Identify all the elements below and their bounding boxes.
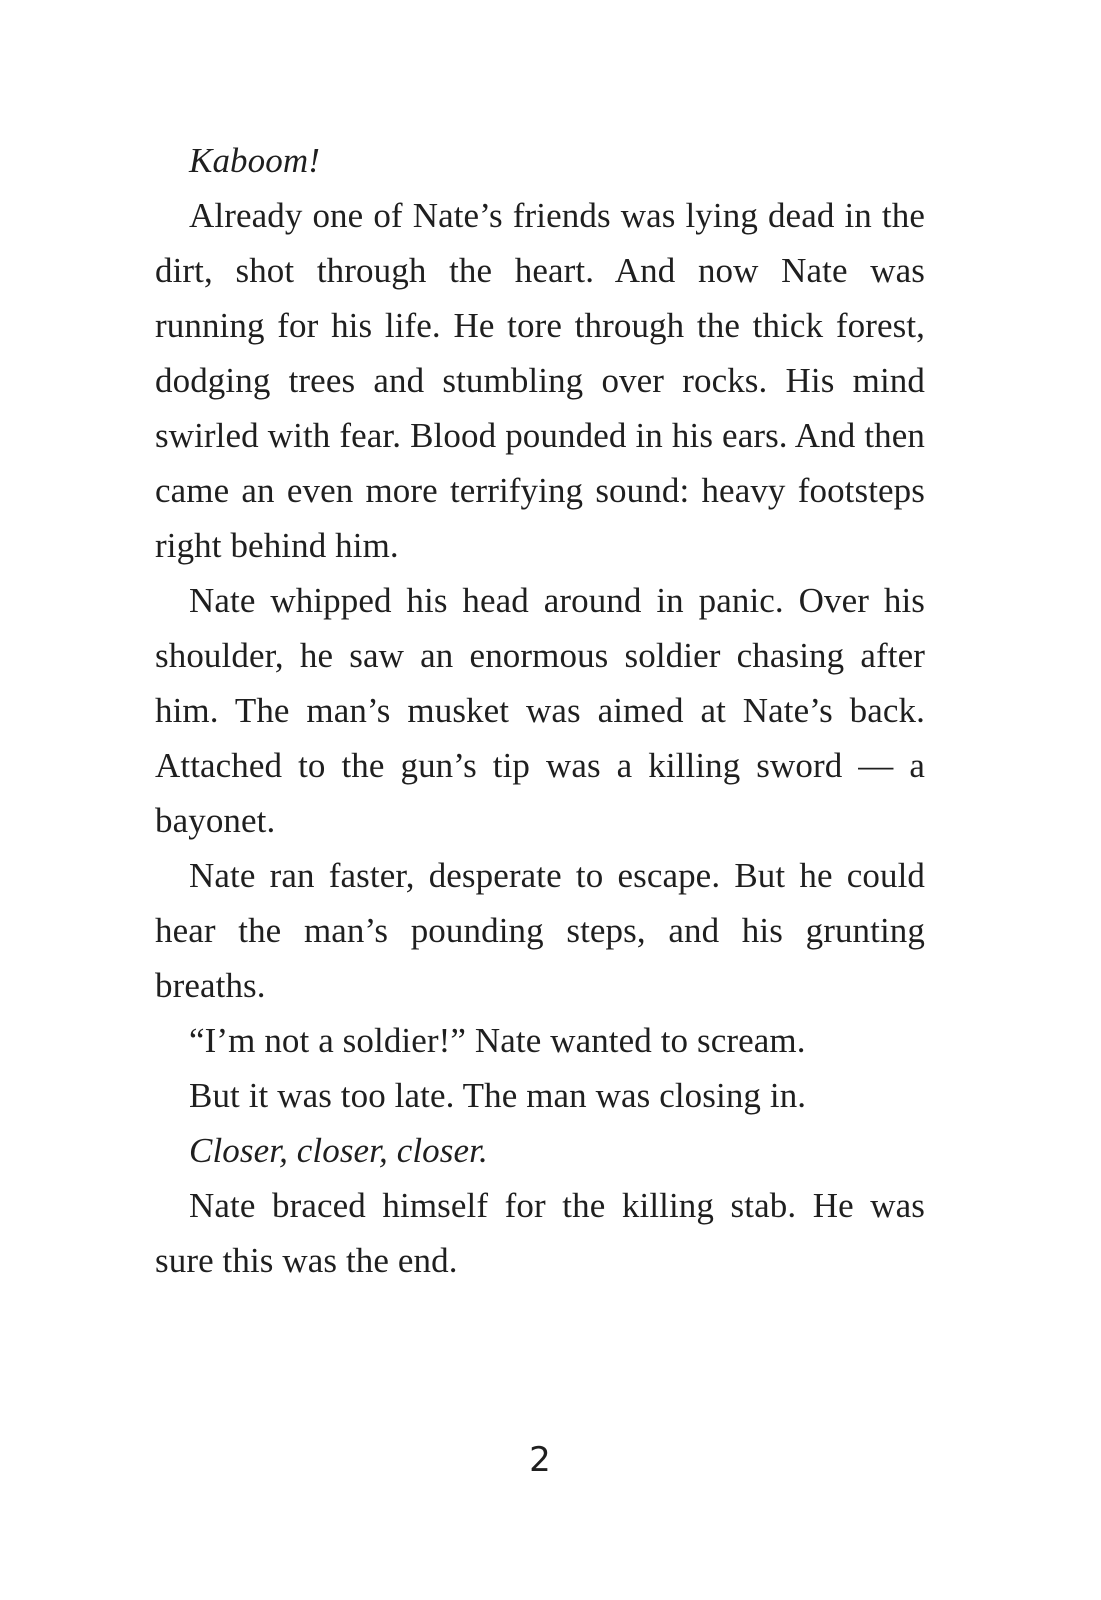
- paragraph-closer: Closer, closer, closer.: [189, 1131, 488, 1170]
- paragraph-soldier: Nate whipped his head around in panic. Over his shoulder, he saw an enormous soldier chasing after him. The man’s musket was aimed at Nate’s back. Attached to the gun’s tip was a killing sword — a bayonet.: [155, 581, 925, 840]
- paragraph-escape: Nate ran faster, desperate to escape. But he could hear the man’s pounding steps, and his grunting breaths.: [155, 856, 925, 1005]
- paragraph-not-a-soldier: “I’m not a soldier!” Nate wanted to scream.: [189, 1021, 806, 1060]
- paragraph-too-late: But it was too late. The man was closing in.: [189, 1076, 807, 1115]
- body-text: [155, 133, 925, 1288]
- paragraph-end: Nate braced himself for the killing stab. He was sure this was the end.: [155, 1186, 925, 1280]
- paragraph-running: Already one of Nate’s friends was lying dead in the dirt, shot through the heart. And now Nate was running for his life. He tore through the thick forest, dodging trees and stumbling over rocks. His mind swirled with fear. Blood pounded in his ears. And then came an even more terrifying sound: heavy footsteps right behind him.: [155, 196, 925, 565]
- paragraph-kaboom: Kaboom!: [189, 141, 320, 180]
- page-number: 2: [529, 1440, 551, 1480]
